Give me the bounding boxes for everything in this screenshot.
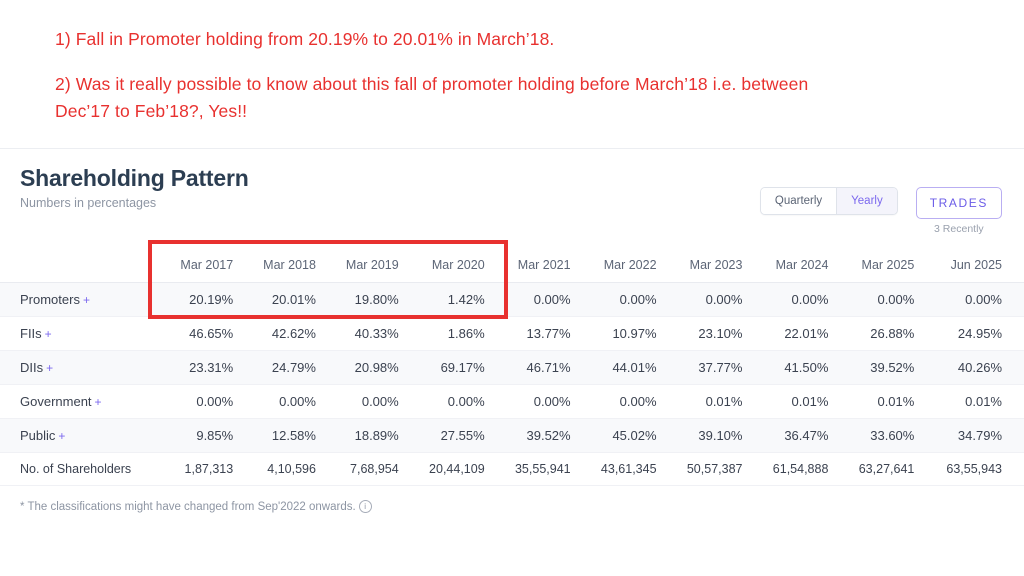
info-icon[interactable]: i — [359, 500, 372, 513]
shareholding-table — [0, 249, 1024, 486]
cell: 23.10% — [667, 317, 753, 351]
trades-note: 3 Recently — [934, 223, 984, 235]
cell: 10.97% — [581, 317, 667, 351]
cell: 69.17% — [409, 351, 495, 385]
cell: 0.00% — [838, 283, 924, 317]
column-header-label — [0, 249, 160, 283]
toggle-quarterly[interactable]: Quarterly — [761, 188, 837, 214]
cell: 46.65% — [160, 317, 243, 351]
annotation-line-1: 1) Fall in Promoter holding from 20.19% to 20.01% in March’18. — [55, 29, 555, 49]
row-label-text: Public — [20, 428, 56, 443]
table-row[interactable] — [0, 317, 1024, 351]
cell: 24.79% — [243, 351, 326, 385]
column-header-7: Mar 2024 — [752, 249, 838, 283]
column-header-6: Mar 2023 — [667, 249, 753, 283]
cell: 13.77% — [495, 317, 581, 351]
cell: 1.42% — [409, 283, 495, 317]
row-label-government[interactable] — [0, 385, 160, 419]
cell: 44.01% — [581, 351, 667, 385]
expand-icon[interactable]: + — [82, 293, 90, 307]
cell: 0.00% — [667, 283, 753, 317]
row-label-text: Promoters — [20, 292, 80, 307]
expand-icon[interactable]: + — [44, 327, 52, 341]
annotation-line-2: 2) Was it really possible to know about this fall of promoter holding before March’18 i.e. between Dec’17 to Feb’18?, Yes!! — [55, 74, 809, 122]
expand-icon[interactable]: + — [94, 395, 102, 409]
cell: 0.01% — [752, 385, 838, 419]
table-row[interactable] — [0, 419, 1024, 453]
cell: 4,10,596 — [243, 453, 326, 486]
cell: 50,57,387 — [667, 453, 753, 486]
column-header-9: Jun 2025 — [924, 249, 1024, 283]
cell: 0.00% — [160, 385, 243, 419]
row-label-text: DIIs — [20, 360, 44, 375]
panel-header-left — [20, 165, 249, 210]
column-header-5: Mar 2022 — [581, 249, 667, 283]
row-label-no-of-shareholders: No. of Shareholders — [0, 453, 160, 486]
cell: 18.89% — [326, 419, 409, 453]
cell: 22.01% — [752, 317, 838, 351]
cell: 0.00% — [495, 283, 581, 317]
cell: 0.01% — [924, 385, 1024, 419]
cell: 39.52% — [495, 419, 581, 453]
row-label-text: FIIs — [20, 326, 42, 341]
cell: 41.50% — [752, 351, 838, 385]
row-label-diis[interactable] — [0, 351, 160, 385]
cell: 63,27,641 — [838, 453, 924, 486]
cell: 39.52% — [838, 351, 924, 385]
panel-header — [0, 149, 1024, 235]
cell: 33.60% — [838, 419, 924, 453]
shareholding-panel — [0, 148, 1024, 513]
cell: 12.58% — [243, 419, 326, 453]
cell: 45.02% — [581, 419, 667, 453]
cell: 37.77% — [667, 351, 753, 385]
column-header-1: Mar 2018 — [243, 249, 326, 283]
cell: 9.85% — [160, 419, 243, 453]
cell: 20.98% — [326, 351, 409, 385]
cell: 7,68,954 — [326, 453, 409, 486]
table-header-row — [0, 249, 1024, 283]
table-body — [0, 283, 1024, 486]
trades-block — [916, 187, 1002, 235]
cell: 19.80% — [326, 283, 409, 317]
cell: 61,54,888 — [752, 453, 838, 486]
annotation-block — [0, 0, 1024, 125]
cell: 63,55,943 — [924, 453, 1024, 486]
table-row[interactable] — [0, 351, 1024, 385]
cell: 0.01% — [838, 385, 924, 419]
table-row-shareholders — [0, 453, 1024, 486]
toggle-yearly[interactable]: Yearly — [837, 188, 897, 214]
expand-icon[interactable]: + — [46, 361, 54, 375]
column-header-8: Mar 2025 — [838, 249, 924, 283]
expand-icon[interactable]: + — [58, 429, 66, 443]
cell: 36.47% — [752, 419, 838, 453]
cell: 40.33% — [326, 317, 409, 351]
cell: 39.10% — [667, 419, 753, 453]
cell: 20.01% — [243, 283, 326, 317]
row-label-text: Government — [20, 394, 92, 409]
column-header-2: Mar 2019 — [326, 249, 409, 283]
cell: 23.31% — [160, 351, 243, 385]
table-row[interactable] — [0, 385, 1024, 419]
column-header-0: Mar 2017 — [160, 249, 243, 283]
cell: 0.00% — [495, 385, 581, 419]
row-label-fiis[interactable] — [0, 317, 160, 351]
table-row[interactable] — [0, 283, 1024, 317]
cell: 40.26% — [924, 351, 1024, 385]
trades-button[interactable]: TRADES — [916, 187, 1002, 219]
column-header-4: Mar 2021 — [495, 249, 581, 283]
cell: 0.01% — [667, 385, 753, 419]
column-header-3: Mar 2020 — [409, 249, 495, 283]
panel-subtitle: Numbers in percentages — [20, 196, 157, 210]
cell: 34.79% — [924, 419, 1024, 453]
page-title: Shareholding Pattern — [20, 165, 249, 191]
cell: 20,44,109 — [409, 453, 495, 486]
cell: 35,55,941 — [495, 453, 581, 486]
cell: 26.88% — [838, 317, 924, 351]
row-label-promoters[interactable] — [0, 283, 160, 317]
cell: 0.00% — [924, 283, 1024, 317]
cell: 0.00% — [326, 385, 409, 419]
cell: 0.00% — [581, 283, 667, 317]
cell: 46.71% — [495, 351, 581, 385]
cell: 0.00% — [243, 385, 326, 419]
period-toggle-group[interactable] — [760, 187, 898, 215]
cell: 42.62% — [243, 317, 326, 351]
cell: 43,61,345 — [581, 453, 667, 486]
panel-header-right — [760, 165, 1002, 235]
table-footnote — [0, 486, 1024, 513]
table-header — [0, 249, 1024, 283]
cell: 1,87,313 — [160, 453, 243, 486]
cell: 0.00% — [409, 385, 495, 419]
footnote-text: * The classifications might have changed from Sep'2022 onwards. — [20, 501, 356, 513]
row-label-public[interactable] — [0, 419, 160, 453]
cell: 0.00% — [581, 385, 667, 419]
cell: 27.55% — [409, 419, 495, 453]
cell: 1.86% — [409, 317, 495, 351]
cell: 24.95% — [924, 317, 1024, 351]
cell: 20.19% — [160, 283, 243, 317]
cell: 0.00% — [752, 283, 838, 317]
